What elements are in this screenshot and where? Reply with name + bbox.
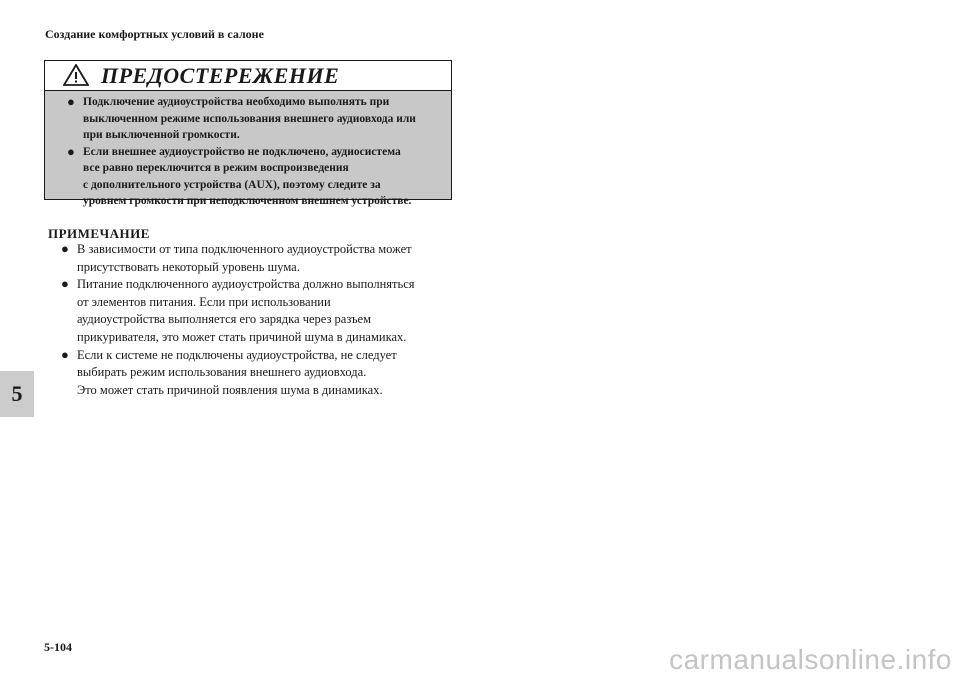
- note-item-line: прикуривателя, это может стать причиной шума в динамиках.: [77, 329, 407, 344]
- warning-item-line: все равно переключится в режим воспроизведения: [83, 162, 349, 174]
- note-item-line: В зависимости от типа подключенного аудиоустройства может: [77, 242, 412, 256]
- page-number: 5-104: [44, 640, 72, 654]
- bullet-icon: ●: [67, 94, 75, 109]
- bullet-icon: ●: [67, 143, 75, 159]
- section-title: Создание комфортных условий в салоне: [45, 27, 264, 41]
- note-item-line: Если к системе не подключены аудиоустройства, не следует: [77, 347, 397, 362]
- note-item: [44, 241, 464, 276]
- note-item-line: аудиоустройства выполняется его зарядка через разъем: [77, 312, 371, 327]
- warning-item-line: выключенном режиме использования внешнего аудиовхода или: [83, 112, 416, 125]
- warning-item-line: с дополнительного устройства (AUX), поэтому следите за: [83, 178, 381, 191]
- bullet-icon: ●: [61, 346, 69, 362]
- chapter-tab: 5: [0, 371, 34, 417]
- warning-box: [44, 60, 452, 207]
- note-item-line: Это может стать причиной появления шума в динамиках.: [77, 382, 383, 397]
- warning-item-line: при выключенной громкости.: [83, 129, 240, 141]
- warning-item-line: уровнем громкости при неподключенном внешнем устройстве.: [83, 195, 412, 207]
- bullet-icon: ●: [61, 241, 69, 256]
- note-list: [44, 241, 464, 399]
- warning-item-line: Подключение аудиоустройства необходимо выполнять при: [83, 96, 390, 108]
- note-item: [44, 276, 464, 346]
- warning-item: [45, 94, 451, 144]
- bullet-icon: ●: [61, 276, 69, 292]
- note-item-line: Питание подключенного аудиоустройства должно выполняться: [77, 277, 415, 292]
- watermark: carmanualsonline.info: [669, 644, 952, 675]
- warning-list: [45, 91, 451, 210]
- warning-title: ПРЕДОСТЕРЕЖЕНИЕ: [101, 63, 340, 88]
- warning-triangle-icon: [63, 64, 89, 86]
- note-item-line: от элементов питания. Если при использовании: [77, 294, 331, 309]
- warning-header: [45, 61, 451, 91]
- note-heading: ПРИМЕЧАНИЕ: [48, 226, 150, 241]
- note-item-line: присутствовать некоторый уровень шума.: [77, 259, 300, 274]
- note-item: [44, 347, 464, 400]
- note-item-line: выбирать режим использования внешнего аудиовхода.: [77, 365, 367, 380]
- warning-item-line: Если внешнее аудиоустройство не подключено, аудиосистема: [83, 145, 401, 158]
- warning-item: [45, 144, 451, 210]
